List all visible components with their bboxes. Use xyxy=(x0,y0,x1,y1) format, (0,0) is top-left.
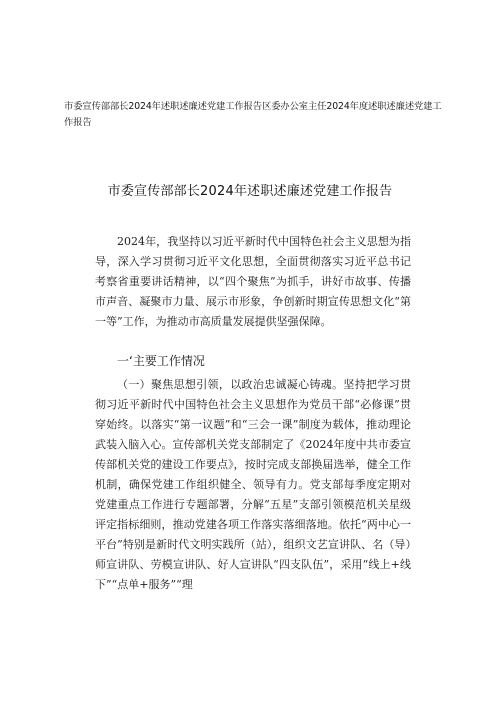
section-heading: 一‘主要工作情况 xyxy=(117,354,205,368)
section-paragraph: （一）聚焦思想引领，以政治忠诚凝心铸魂。坚持把学习贯彻习近平新时代中国特色社会主义思想作为党员干部“必修课”贯穿始终。以落实“第一议题”和“三会一课”制度为载体，推动理论武装入脑入心。宣传部机关党支部制定了《2024年度中共市委宣传部机关党的建设工作要点》，按时完成支部换届选举，健全工作机制，确保党建工作组织健全、领导有力。党支部每季度定期对党建重点工作进行专题部署，分解“五星”支部引领模范机关星级评定指标细则，推动党建各项工作落实落细落地。依托“两中心一平台”特别是新时代文明实践所（站），组织文艺宣讲队、名（导）师宣讲队、劳模宣讲队、好人宣讲队“四支队伍”，采用“线上+线下”“点单+服务”“理 xyxy=(95,378,411,591)
document-header: 市委宣传部部长2024年述职述廉述党建工作报告区委办公室主任2024年度述职述廉述党建工作报告 xyxy=(64,101,442,128)
intro-paragraph: 2024年，我坚持以习近平新时代中国特色社会主义思想为指导，深入学习贯彻习近平文化思想，全面贯彻落实习近平总书记考察省重要讲话精神，以“四个聚焦”为抓手，讲好市故事、传播市声音、凝聚市力量、展示市形象，争创新时期宣传思想文化“第一等”工作，为推动市高质量发展提供坚强保障。 xyxy=(95,235,411,328)
document-title: 市委宣传部部长2024年述职述廉述党建工作报告 xyxy=(107,184,393,199)
